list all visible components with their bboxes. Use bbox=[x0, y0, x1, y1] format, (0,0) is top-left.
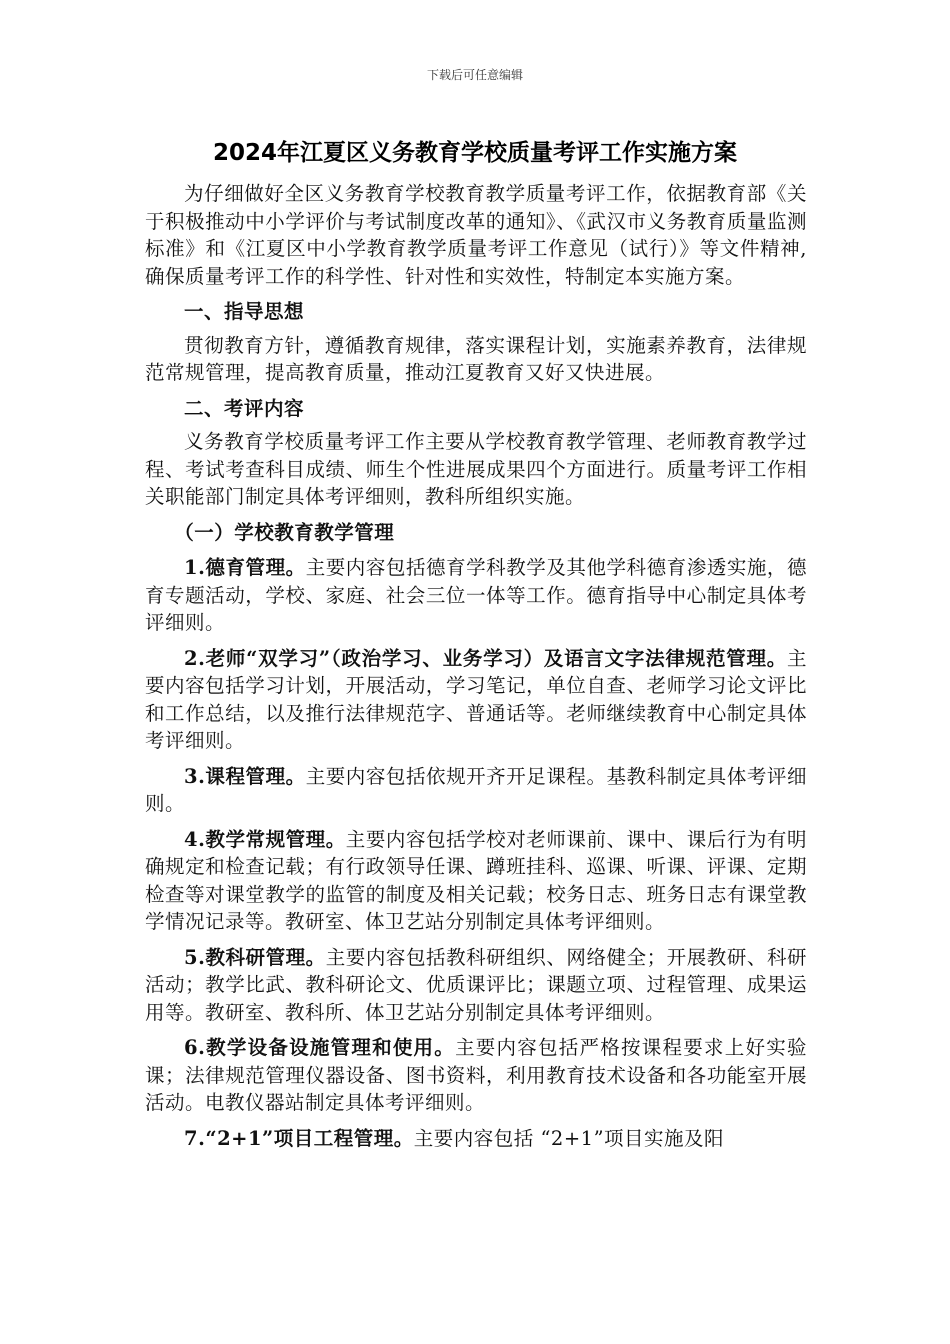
document-title: 2024年江夏区义务教育学校质量考评工作实施方案 bbox=[212, 140, 737, 166]
list-item bbox=[145, 645, 807, 755]
section-heading-guiding: 一、指导思想 bbox=[184, 300, 305, 323]
item-text: 主要内容包括 “2+1”项目实施及阳 bbox=[413, 1126, 725, 1150]
list-item bbox=[145, 944, 807, 1027]
section-text-content: 义务教育学校质量考评工作主要从学校教育教学管理、老师教育教学过程、考试考查科目成绩、师生个性进展成果四个方面进行。质量考评工作相关职能部门制定具体考评细则，教科所组织实施。 bbox=[145, 430, 807, 508]
item-lead: 7.“2+1”项目工程管理。 bbox=[184, 1126, 414, 1150]
item-text: 主要内容包括严格按课程要求上好实验课；法律规范管理仪器设备、图书资料，利用教育技术设备和各功能室开展活动。电教仪器站制定具体考评细则。 bbox=[145, 1036, 807, 1114]
subsection-heading-management: （一）学校教育教学管理 bbox=[174, 520, 395, 544]
item-text: 主要内容包括德育学科教学及其他学科德育渗透实施，德育专题活动，学校、家庭、社会三位一体等工作。德育指导中心制定具体考评细则。 bbox=[145, 556, 807, 634]
document-body bbox=[145, 180, 807, 1152]
item-lead: 6.教学设备设施管理和使用。 bbox=[184, 1036, 456, 1059]
list-item bbox=[145, 763, 807, 818]
item-lead: 5.教科研管理。 bbox=[184, 945, 326, 969]
item-text: 主要内容包括学习计划，开展活动，学习笔记，单位自查、老师学习论文评比和工作总结，以及推行法律规范字、普通话等。老师继续教育中心制定具体考评细则。 bbox=[145, 646, 807, 752]
item-text: 主要内容包括教科研组织、网络健全；开展教研、科研活动；教学比武、教科研论文、优质课评比；课题立项、过程管理、成果运用等。教研室、教科所、体卫艺站分别制定具体考评细则。 bbox=[145, 945, 807, 1024]
list-item bbox=[145, 1034, 807, 1117]
section-heading-content: 二、考评内容 bbox=[184, 396, 305, 420]
item-text: 主要内容包括依规开齐开足课程。基教科制定具体考评细则。 bbox=[145, 764, 807, 815]
section-text-guiding: 贯彻教育方针，遵循教育规律，落实课程计划，实施素养教育，法律规范常规管理，提高教育质量，推动江夏教育又好又快进展。 bbox=[145, 333, 807, 384]
item-lead: 4.教学常规管理。 bbox=[184, 827, 346, 851]
header-note: 下载后可任意编辑 bbox=[426, 68, 523, 82]
intro-paragraph: 为仔细做好全区义务教育学校教育教学质量考评工作，依据教育部《关于积极推动中小学评价与考试制度改革的通知》、《武汉市义务教育质量监测标准》和《江夏区中小学教育教学质量考评工作意见（试行）》等文件精神,确保质量考评工作的科学性、针对性和实效性，特制定本实施方案。 bbox=[145, 182, 807, 288]
list-item bbox=[145, 554, 807, 637]
item-lead: 2.老师“双学习”（政治学习、业务学习）及语言文字法律规范管理。 bbox=[184, 646, 787, 670]
item-lead: 3.课程管理。 bbox=[184, 764, 306, 788]
list-item bbox=[145, 826, 807, 936]
item-lead: 1.德育管理。 bbox=[184, 556, 306, 579]
list-item bbox=[145, 1125, 807, 1153]
item-text: 主要内容包括学校对老师课前、课中、课后行为有明确规定和检查记载；有行政领导任课、蹲班挂科、巡课、听课、评课、定期检查等对课堂教学的监管的制度及相关记载；校务日志、班务日志有课堂教学情况记录等。教研室、体卫艺站分别制定具体考评细则。 bbox=[145, 827, 807, 933]
